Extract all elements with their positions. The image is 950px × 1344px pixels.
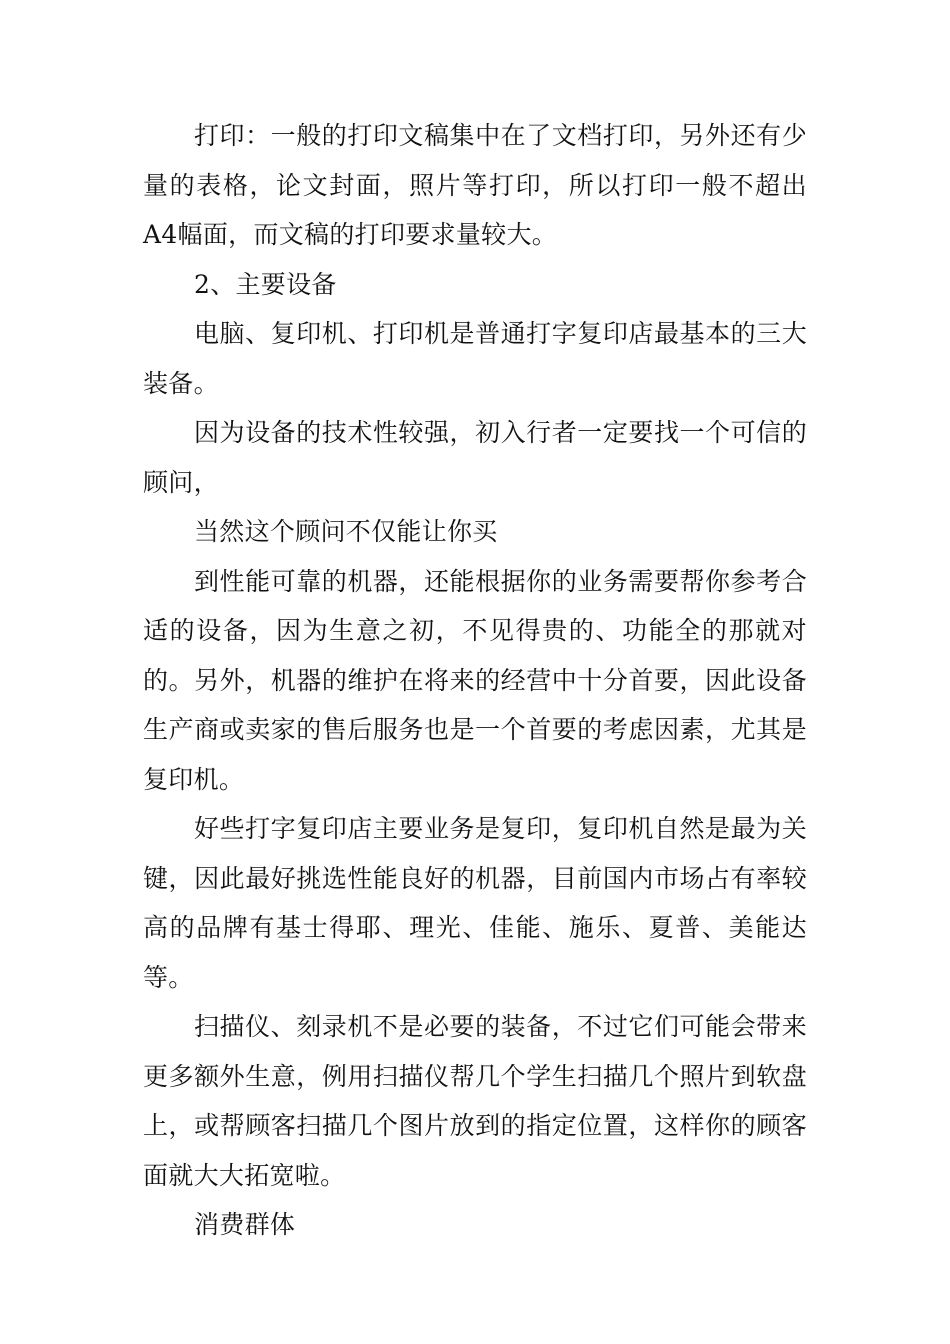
section-heading-main-equipment: 2、主要设备 bbox=[194, 269, 337, 299]
document-body bbox=[143, 111, 807, 1250]
section-heading-consumer-group: 消费群体 bbox=[194, 1210, 296, 1239]
paragraph-consultant-continued: 当然这个顾问不仅能让你买 bbox=[194, 517, 498, 546]
paragraph-scanner-burner: 扫描仪、刻录机不是必要的装备，不过它们可能会带来更多额外生意，例用扫描仪帮几个学生扫描几个照片到软盘上，或帮顾客扫描几个图片放到的指定位置，这样你的顾客面就大大拓宽啦。 bbox=[143, 1012, 807, 1190]
paragraph-copier-brands: 好些打字复印店主要业务是复印，复印机自然是最为关键，因此最好挑选性能良好的机器，目前国内市场占有率较高的品牌有基士得耶、理光、佳能、施乐、夏普、美能达等。 bbox=[143, 814, 807, 992]
paragraph-printing: 打印：一般的打印文稿集中在了文档打印，另外还有少量的表格，论文封面，照片等打印，所以打印一般不超出A4幅面，而文稿的打印要求量较大。 bbox=[143, 121, 807, 249]
paragraph-basic-equipment: 电脑、复印机、打印机是普通打字复印店最基本的三大装备。 bbox=[143, 319, 807, 398]
paragraph-consultant: 因为设备的技术性较强，初入行者一定要找一个可信的顾问， bbox=[143, 418, 807, 497]
paragraph-reliable-machines: 到性能可靠的机器，还能根据你的业务需要帮你参考合适的设备，因为生意之初，不见得贵的、功能全的那就对的。另外，机器的维护在将来的经营中十分首要，因此设备生产商或卖家的售后服务也是一个首要的考虑因素，尤其是复印机。 bbox=[143, 566, 807, 794]
